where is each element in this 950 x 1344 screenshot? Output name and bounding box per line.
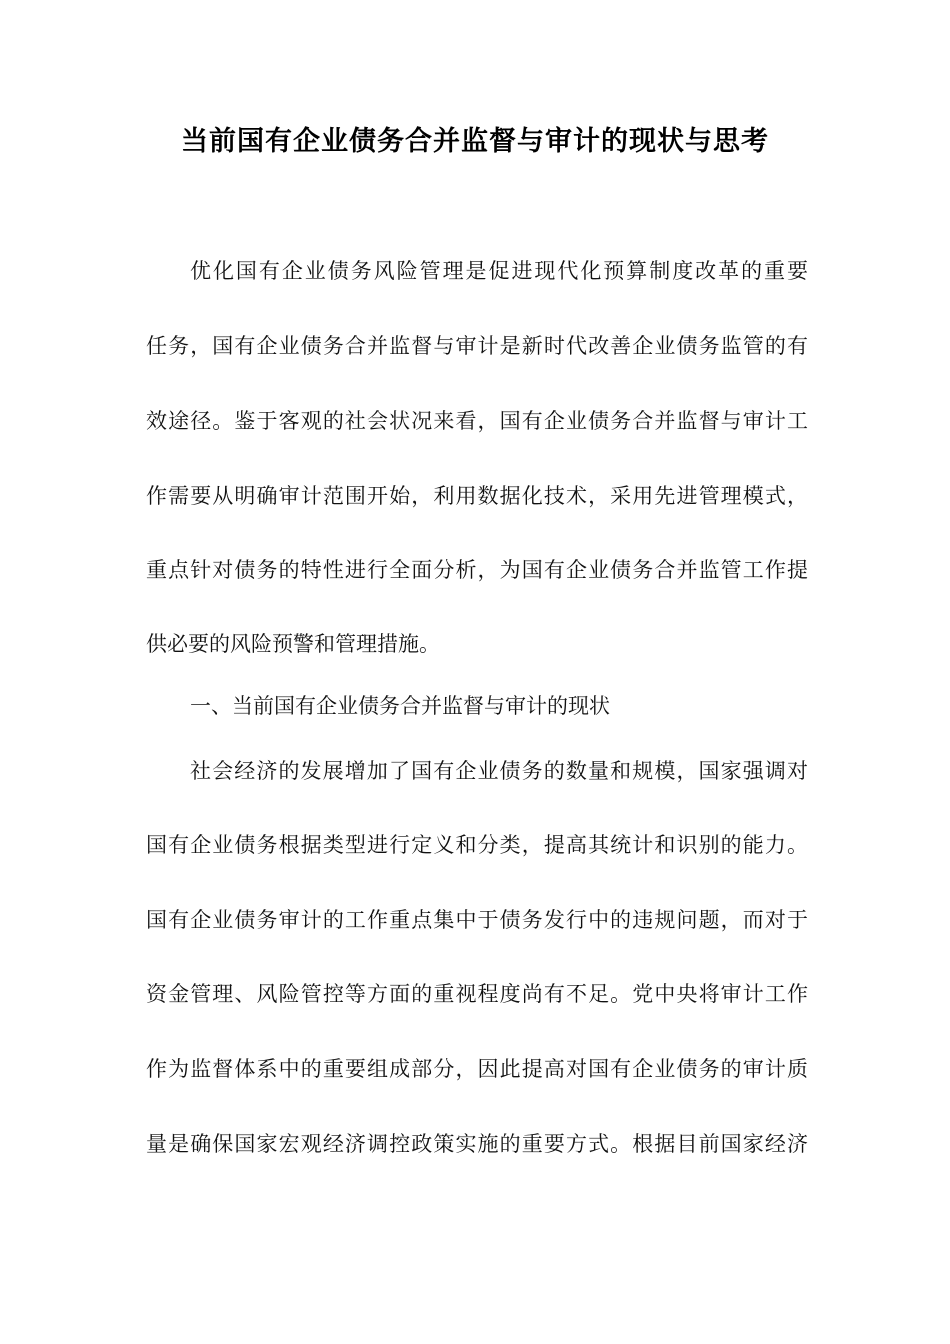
document-title: 当前国有企业债务合并监督与审计的现状与思考 [181,126,769,157]
paragraph-line: 任务，国有企业债务合并监督与审计是新时代改善企业债务监管的有 [146,334,808,358]
paragraph-line: 国有企业债务审计的工作重点集中于债务发行中的违规问题，而对于 [146,908,808,932]
paragraph-line: 优化国有企业债务风险管理是促进现代化预算制度改革的重要 [190,259,808,283]
paragraph-line: 供必要的风险预警和管理措施。 [146,632,440,656]
paragraph-line: 作为监督体系中的重要组成部分，因此提高对国有企业债务的审计质 [146,1057,808,1081]
paragraph-line: 作需要从明确审计范围开始，利用数据化技术，采用先进管理模式， [146,484,808,508]
paragraph-line: 资金管理、风险管控等方面的重视程度尚有不足。党中央将审计工作 [146,982,808,1006]
paragraph-line: 重点针对债务的特性进行全面分析，为国有企业债务合并监管工作提 [146,558,808,582]
paragraph-line: 量是确保国家宏观经济调控政策实施的重要方式。根据目前国家经济 [146,1132,808,1156]
paragraph-line: 国有企业债务根据类型进行定义和分类，提高其统计和识别的能力。 [146,833,808,857]
paragraph-line: 社会经济的发展增加了国有企业债务的数量和规模，国家强调对 [190,759,808,783]
paragraph-line: 效途径。鉴于客观的社会状况来看，国有企业债务合并监督与审计工 [146,409,808,433]
section-heading: 一、当前国有企业债务合并监督与审计的现状 [190,694,610,718]
